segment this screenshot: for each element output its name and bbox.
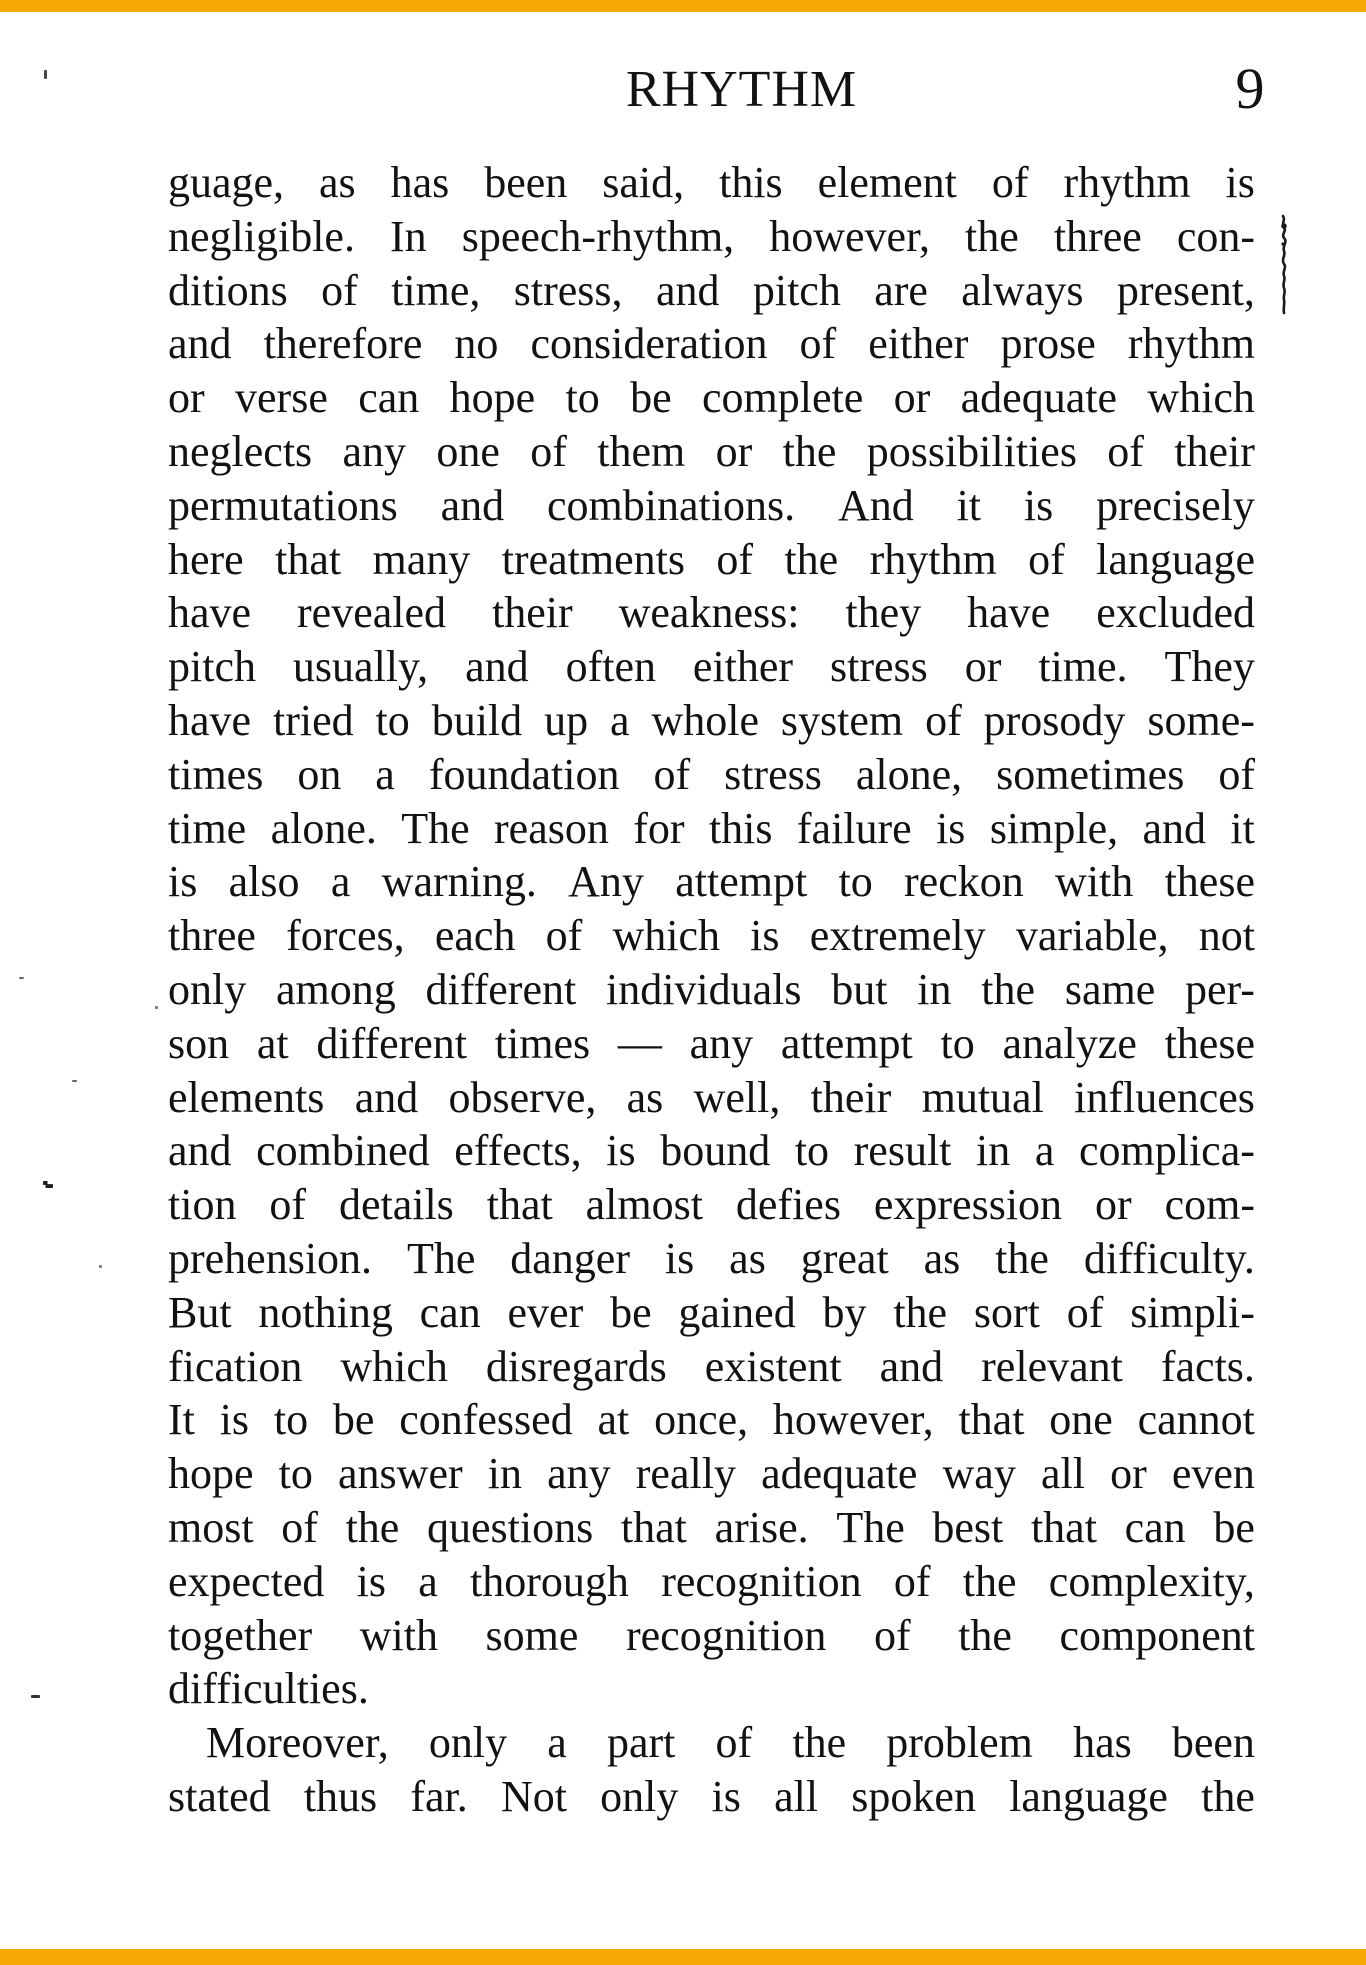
text-line: Moreover, only a part of the problem has been [206,1718,1255,1768]
text-line: elements and observe, as well, their mutual influences [168,1072,1255,1122]
text-line: have tried to build up a whole system of prosody some- [168,695,1255,745]
text-line: son at different times — any attempt to analyze these [168,1018,1255,1068]
scan-speck [72,1080,77,1082]
page-title-text: RHYTHM [625,61,858,118]
text-line: is also a warning. Any attempt to reckon with these [168,857,1255,907]
scan-speck [19,977,24,979]
text-column [168,156,1255,1824]
text-line: But nothing can ever be gained by the sort of simpli- [168,1287,1255,1337]
text-line: here that many treatments of the rhythm of language [168,534,1255,584]
text-line: expected is a thorough recognition of the complexity, [168,1556,1255,1606]
text-line: difficulties. [168,1664,369,1714]
scan-speck [44,70,47,79]
text-line: stated thus far. Not only is all spoken language the [168,1771,1255,1821]
text-line: have revealed their weakness: they have excluded [168,588,1255,638]
text-line: hope to answer in any really adequate way all or even [168,1449,1255,1499]
text-line: fication which disregards existent and relevant facts. [168,1341,1255,1391]
text-line: and combined effects, is bound to result in a complica- [168,1126,1255,1176]
text-line: time alone. The reason for this failure is simple, and it [168,803,1255,853]
text-line: prehension. The danger is as great as the difficulty. [168,1233,1255,1283]
text-line: permutations and combinations. And it is precisely [168,480,1255,530]
text-line: guage, as has been said, this element of rhythm is [168,158,1255,207]
scan-speck [43,1181,53,1188]
text-line: most of the questions that arise. The best that can be [168,1502,1255,1552]
text-line: together with some recognition of the component [168,1610,1255,1660]
bottom-edge-strip [0,1949,1366,1965]
text-line: or verse can hope to be complete or adequate which [168,373,1255,423]
text-line: only among different individuals but in the same per- [168,964,1255,1014]
text-line: pitch usually, and often either stress or time. They [168,642,1255,692]
text-line: and therefore no consideration of either prose rhythm [168,319,1255,369]
text-line: three forces, each of which is extremely variable, not [168,911,1255,961]
text-line: times on a foundation of stress alone, sometimes of [168,749,1255,799]
text-line: ditions of time, stress, and pitch are always present, [168,265,1255,315]
scan-speck [99,1265,102,1268]
text-line: neglects any one of them or the possibilities of their [168,426,1255,476]
text-line: It is to be confessed at once, however, that one cannot [168,1395,1255,1445]
top-edge-strip [0,0,1366,12]
page-title [198,61,1285,118]
text-line: tion of details that almost defies expression or com- [168,1180,1255,1230]
scan-speck [155,1006,158,1009]
handwritten-margin-squiggle-mark [1276,214,1294,316]
page-number: 9 [1235,56,1265,121]
text-line: negligible. In speech-rhythm, however, the three con- [168,211,1255,261]
scan-speck [31,1695,40,1698]
